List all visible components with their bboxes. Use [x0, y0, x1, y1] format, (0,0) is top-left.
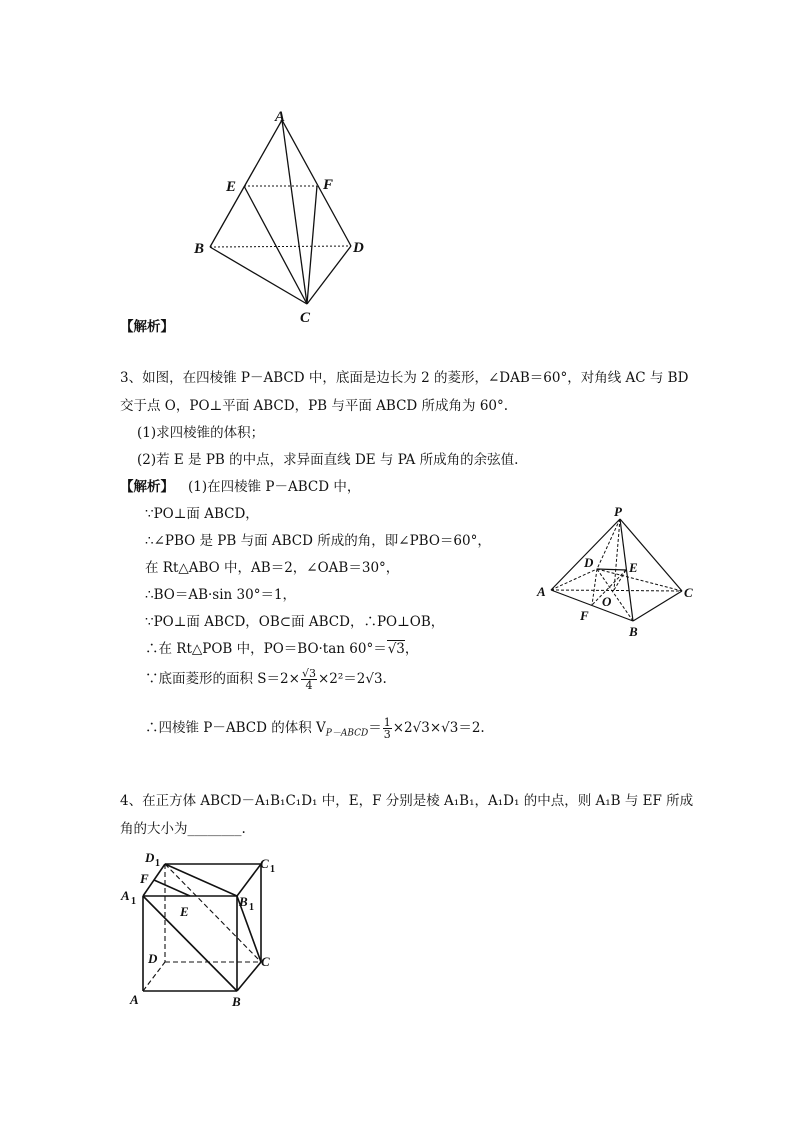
label-P: P: [614, 504, 622, 519]
solution-label-1: 【解析】: [120, 319, 174, 335]
solution3-step7-end: ×2²＝2√3.: [317, 671, 387, 687]
edge-B1C1: [237, 864, 261, 896]
problem3-q2: (2)若 E 是 PB 的中点，求异面直线 DE 与 PA 所成角的余弦值.: [137, 452, 519, 468]
label-E: E: [226, 179, 237, 195]
problem3-line1: 3、如图，在四棱锥 P－ABCD 中，底面是边长为 2 的菱形，∠DAB＝60°，对角线 AC 与 BD: [120, 370, 689, 386]
solution-label-3: 【解析】: [120, 479, 174, 495]
label-C1: C: [260, 856, 269, 871]
label-B: B: [629, 624, 638, 639]
problem4-line2: 角的大小为________.: [120, 821, 246, 837]
solution3-step4: ∴BO＝AB·sin 30°＝1，: [145, 587, 297, 603]
label-A: A: [275, 109, 286, 125]
fraction-numerator: 1: [383, 716, 391, 729]
volume-subscript: P－ABCD: [325, 728, 369, 739]
label-F: F: [580, 608, 589, 623]
fraction-numerator: √3: [301, 667, 316, 680]
fraction-denominator: 3: [383, 728, 391, 741]
label-C1-sub: 1: [270, 864, 275, 875]
equals-sign: ＝: [368, 720, 382, 736]
problem3-line2: 交于点 O，PO⊥平面 ABCD，PB 与平面 ABCD 所成角为 60°.: [120, 398, 509, 414]
solution3-step6-end: ，: [404, 641, 419, 657]
solution3-step0: (1)在四棱锥 P－ABCD 中，: [188, 479, 361, 495]
label-B1-sub: 1: [249, 902, 254, 913]
label-F: F: [140, 871, 149, 886]
label-F: F: [323, 177, 334, 193]
label-D1: D: [145, 850, 155, 865]
edge-FE: [154, 880, 190, 896]
label-E: E: [180, 904, 189, 919]
sqrt3-value: √3: [387, 641, 405, 657]
solution3-step1: ∵PO⊥面 ABCD，: [145, 506, 259, 522]
label-D1-sub: 1: [155, 858, 160, 869]
solution3-step8-text: ∴四棱锥 P－ABCD 的体积 V: [145, 720, 326, 736]
edge-D1B1: [165, 864, 237, 896]
label-B: B: [194, 241, 205, 257]
label-A: A: [537, 584, 546, 599]
solution3-step5: ∵PO⊥面 ABCD，OB⊂面 ABCD，∴PO⊥OB，: [145, 614, 445, 630]
label-A1: A: [121, 888, 130, 903]
solution3-step7-text: ∵底面菱形的面积 S＝2×: [145, 671, 300, 687]
label-D: D: [353, 240, 364, 256]
label-A: A: [130, 992, 139, 1007]
label-C: C: [261, 954, 270, 969]
label-O: O: [602, 594, 612, 609]
label-D: D: [148, 951, 158, 966]
label-E: E: [629, 560, 638, 575]
edge-BC: [237, 962, 261, 991]
label-A1-sub: 1: [131, 896, 136, 907]
label-C: C: [300, 310, 311, 326]
solution3-step2: ∴∠PBO 是 PB 与面 ABCD 所成的角，即∠PBO＝60°，: [145, 533, 491, 549]
label-C: C: [684, 585, 693, 600]
edge-AD-dashed: [143, 962, 165, 991]
problem3-q1: (1)求四棱锥的体积；: [137, 425, 265, 441]
fraction-denominator: 4: [305, 679, 313, 692]
edge-A1B: [143, 896, 237, 991]
label-B: B: [232, 994, 241, 1009]
problem4-line1: 4、在正方体 ABCD－A₁B₁C₁D₁ 中，E，F 分别是棱 A₁B₁，A₁D₁ 的中点，则 A₁B 与 EF 所成: [120, 793, 694, 809]
label-B1: B: [239, 894, 248, 909]
solution3-step6-text: ∴在 Rt△POB 中，PO＝BO·tan 60°＝: [145, 641, 387, 657]
solution3-step8-end: ×2√3×√3＝2.: [392, 720, 485, 736]
label-D: D: [584, 555, 594, 570]
solution3-step3: 在 Rt△ABO 中，AB＝2，∠OAB＝30°，: [145, 560, 400, 576]
